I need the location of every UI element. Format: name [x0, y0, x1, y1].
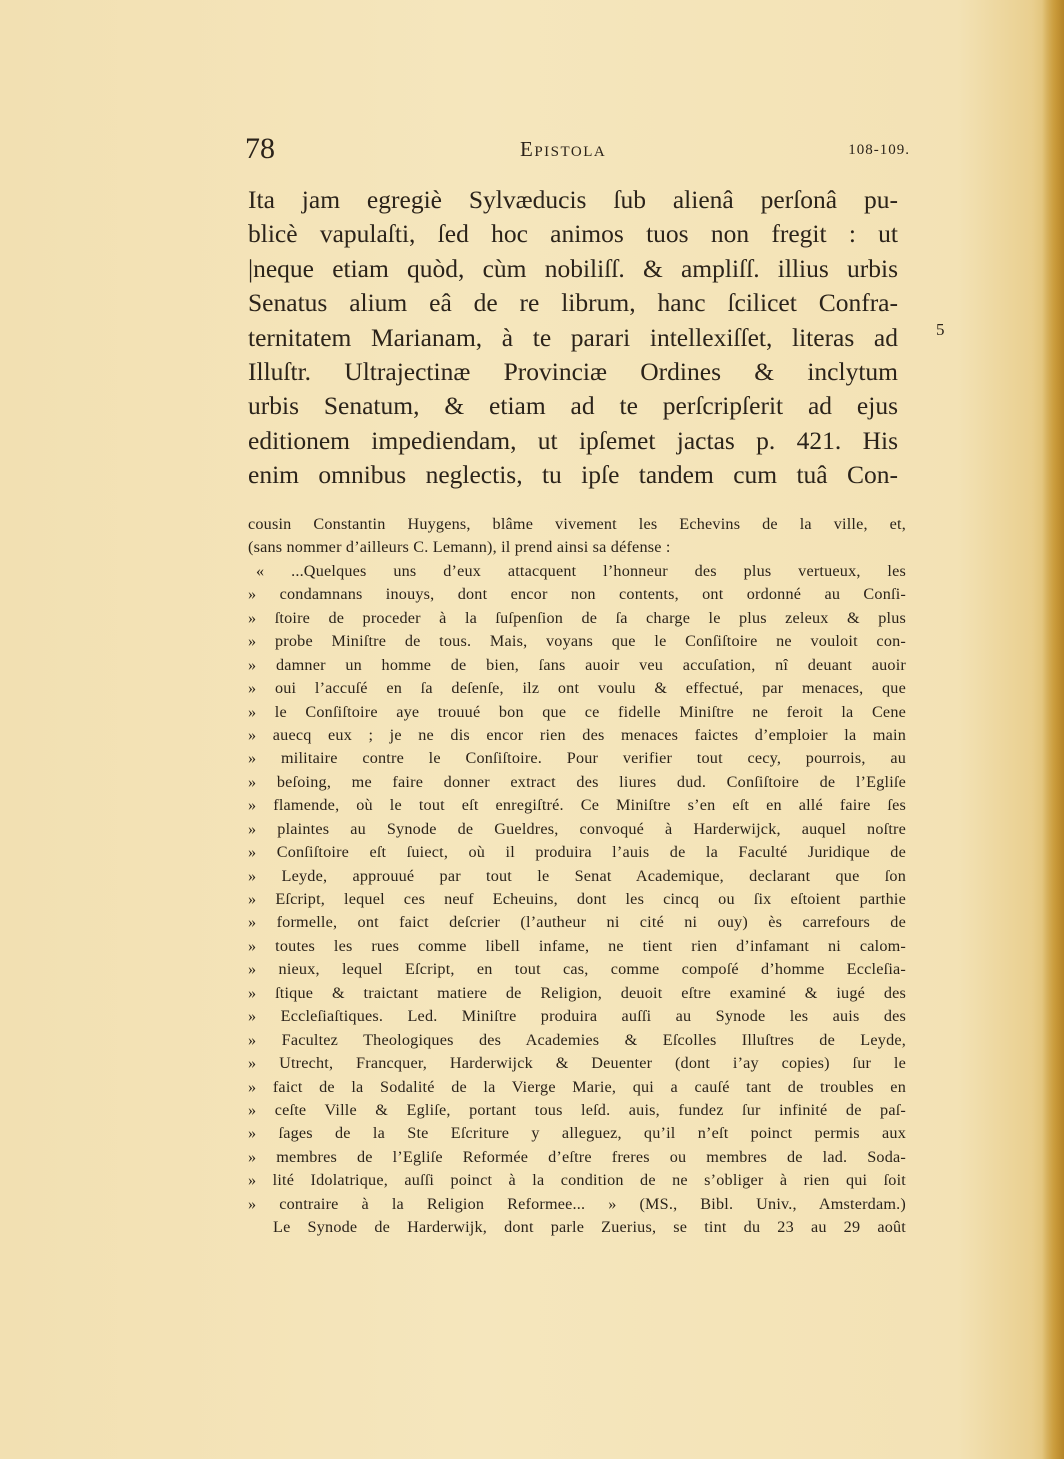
note-line: » ſages de la Ste Eſcriture y alleguez, qu’il n’eſt poinct permis aux — [248, 1124, 906, 1143]
note-line: » probe Miniſtre de tous. Mais, voyans que le Conſiſtoire ne vouloit con- — [248, 632, 906, 651]
note-line: » contraire à la Religion Reformee... » (MS., Bibl. Univ., Amsterdam.) — [248, 1194, 906, 1213]
main-text-line: urbis Senatum, & etiam ad te perſcripſerit ad ejus — [248, 391, 898, 421]
note-line: » flamende, où le tout eſt enregiſtré. Ce Miniſtre s’en eſt en allé faire ſes — [248, 796, 906, 815]
note-line: » lité Idolatrique, auſſi poinct à la condition de ne s’obliger à rien qui ſoit — [248, 1171, 906, 1190]
note-line: » Facultez Theologiques des Academies & Eſcolles Illuſtres de Leyde, — [248, 1030, 906, 1049]
note-line: » militaire contre le Conſiſtoire. Pour verifier tout cecy, pourrois, au — [248, 749, 906, 768]
main-text-line: Illuſtr. Ultrajectinæ Provinciæ Ordines & inclytum — [248, 356, 898, 386]
note-line: » ſtoire de proceder à la ſuſpenſion de ſa charge le plus zeleux & plus — [248, 608, 906, 627]
note-line: » Eſcript, lequel ces neuf Echeuins, dont les cincq ou ſix eſtoient parthie — [248, 890, 906, 908]
note-line: (sans nommer d’ailleurs C. Lemann), il prend ainsi sa défense : — [248, 538, 671, 557]
note-line: » toutes les rues comme libell infame, ne tient rien d’infamant ni calom- — [248, 936, 906, 955]
page-edge-shading — [1042, 0, 1064, 1459]
running-title: Epistola — [520, 137, 607, 161]
main-latin-text — [248, 183, 898, 493]
note-line: » ceſte Ville & Egliſe, portant tous leſd. auis, fundez ſur infinité de paſ- — [248, 1100, 906, 1119]
main-text-line: Senatus alium eâ de re librum, hanc ſcilicet Confra- — [248, 288, 898, 318]
note-line: » nieux, lequel Eſcript, en tout cas, comme compoſé d’homme Eccleſia- — [248, 960, 906, 979]
main-text-line: editionem impediendam, ut ipſemet jactas p. 421. His — [248, 425, 898, 455]
margin-line-number: 5 — [936, 320, 945, 339]
note-line: cousin Constantin Huygens, blâme vivement les Echevins de la ville, et, — [248, 515, 906, 533]
note-line: Le Synode de Harderwijk, dont parle Zuerius, se tint du 23 au 29 août — [273, 1218, 906, 1237]
main-text-line: Ita jam egregiè Sylvæducis ſub alienâ perſonâ pu- — [248, 185, 898, 214]
page-range: 108-109. — [848, 142, 910, 158]
note-line: » membres de l’Egliſe Reformée d’eſtre freres ou membres de lad. Soda- — [248, 1147, 906, 1166]
page-number: 78 — [245, 132, 275, 165]
note-line: » Eccleſiaſtiques. Led. Miniſtre produira auſſi au Synode les auis des — [248, 1007, 906, 1026]
main-text-line: blicè vapulaſti, ſed hoc animos tuos non fregit : ut — [248, 219, 898, 249]
note-line: » Conſiſtoire eſt ſuiect, où il produira l’auis de la Faculté Juridique de — [248, 843, 906, 862]
note-line: » plaintes au Synode de Gueldres, convoqué à Harderwijck, auquel noſtre — [248, 819, 906, 838]
note-line: » damner un homme de bien, ſans auoir veu accuſation, nî deuant auoir — [248, 655, 906, 674]
main-text-line: |neque etiam quòd, cùm nobiliſſ. & ampliſſ. illius urbis — [248, 253, 898, 283]
note-line: » Leyde, approuué par tout le Senat Academique, declarant que ſon — [248, 866, 906, 885]
note-line: » formelle, ont faict deſcrier (l’autheur ni cité ni ouy) ès carrefours de — [248, 913, 906, 932]
note-line: » faict de la Sodalité de la Vierge Marie, qui a cauſé tant de troubles en — [248, 1077, 906, 1096]
note-line: » beſoing, me faire donner extract des liures dud. Conſiſtoire de l’Egliſe — [248, 772, 906, 791]
main-text-line: enim omnibus neglectis, tu ipſe tandem cum tuâ Con- — [248, 460, 898, 490]
note-line: » ſtique & traictant matiere de Religion, deuoit eſtre examiné & iugé des — [248, 983, 906, 1002]
note-line: » oui l’accuſé en ſa deſenſe, ilz ont voulu & effectué, par menaces, que — [248, 679, 906, 698]
note-line: » condamnans inouys, dont encor non contents, ont ordonné au Conſi- — [248, 585, 906, 604]
note-line: « ...Quelques uns d’eux attacquent l’honneur des plus vertueux, les — [256, 561, 906, 580]
main-text-line: ternitatem Marianam, à te parari intellexiſſet, literas ad — [248, 322, 898, 352]
page-header — [245, 132, 910, 172]
note-line: » Utrecht, Francquer, Harderwijck & Deuenter (dont i’ay copies) ſur le — [248, 1054, 906, 1073]
note-line: » le Conſiſtoire aye trouué bon que ce fidelle Miniſtre ne feroit la Cene — [248, 702, 906, 721]
note-line: » auecq eux ; je ne dis encor rien des menaces faictes d’emploier la main — [248, 725, 906, 744]
footnote-text — [248, 513, 906, 1240]
